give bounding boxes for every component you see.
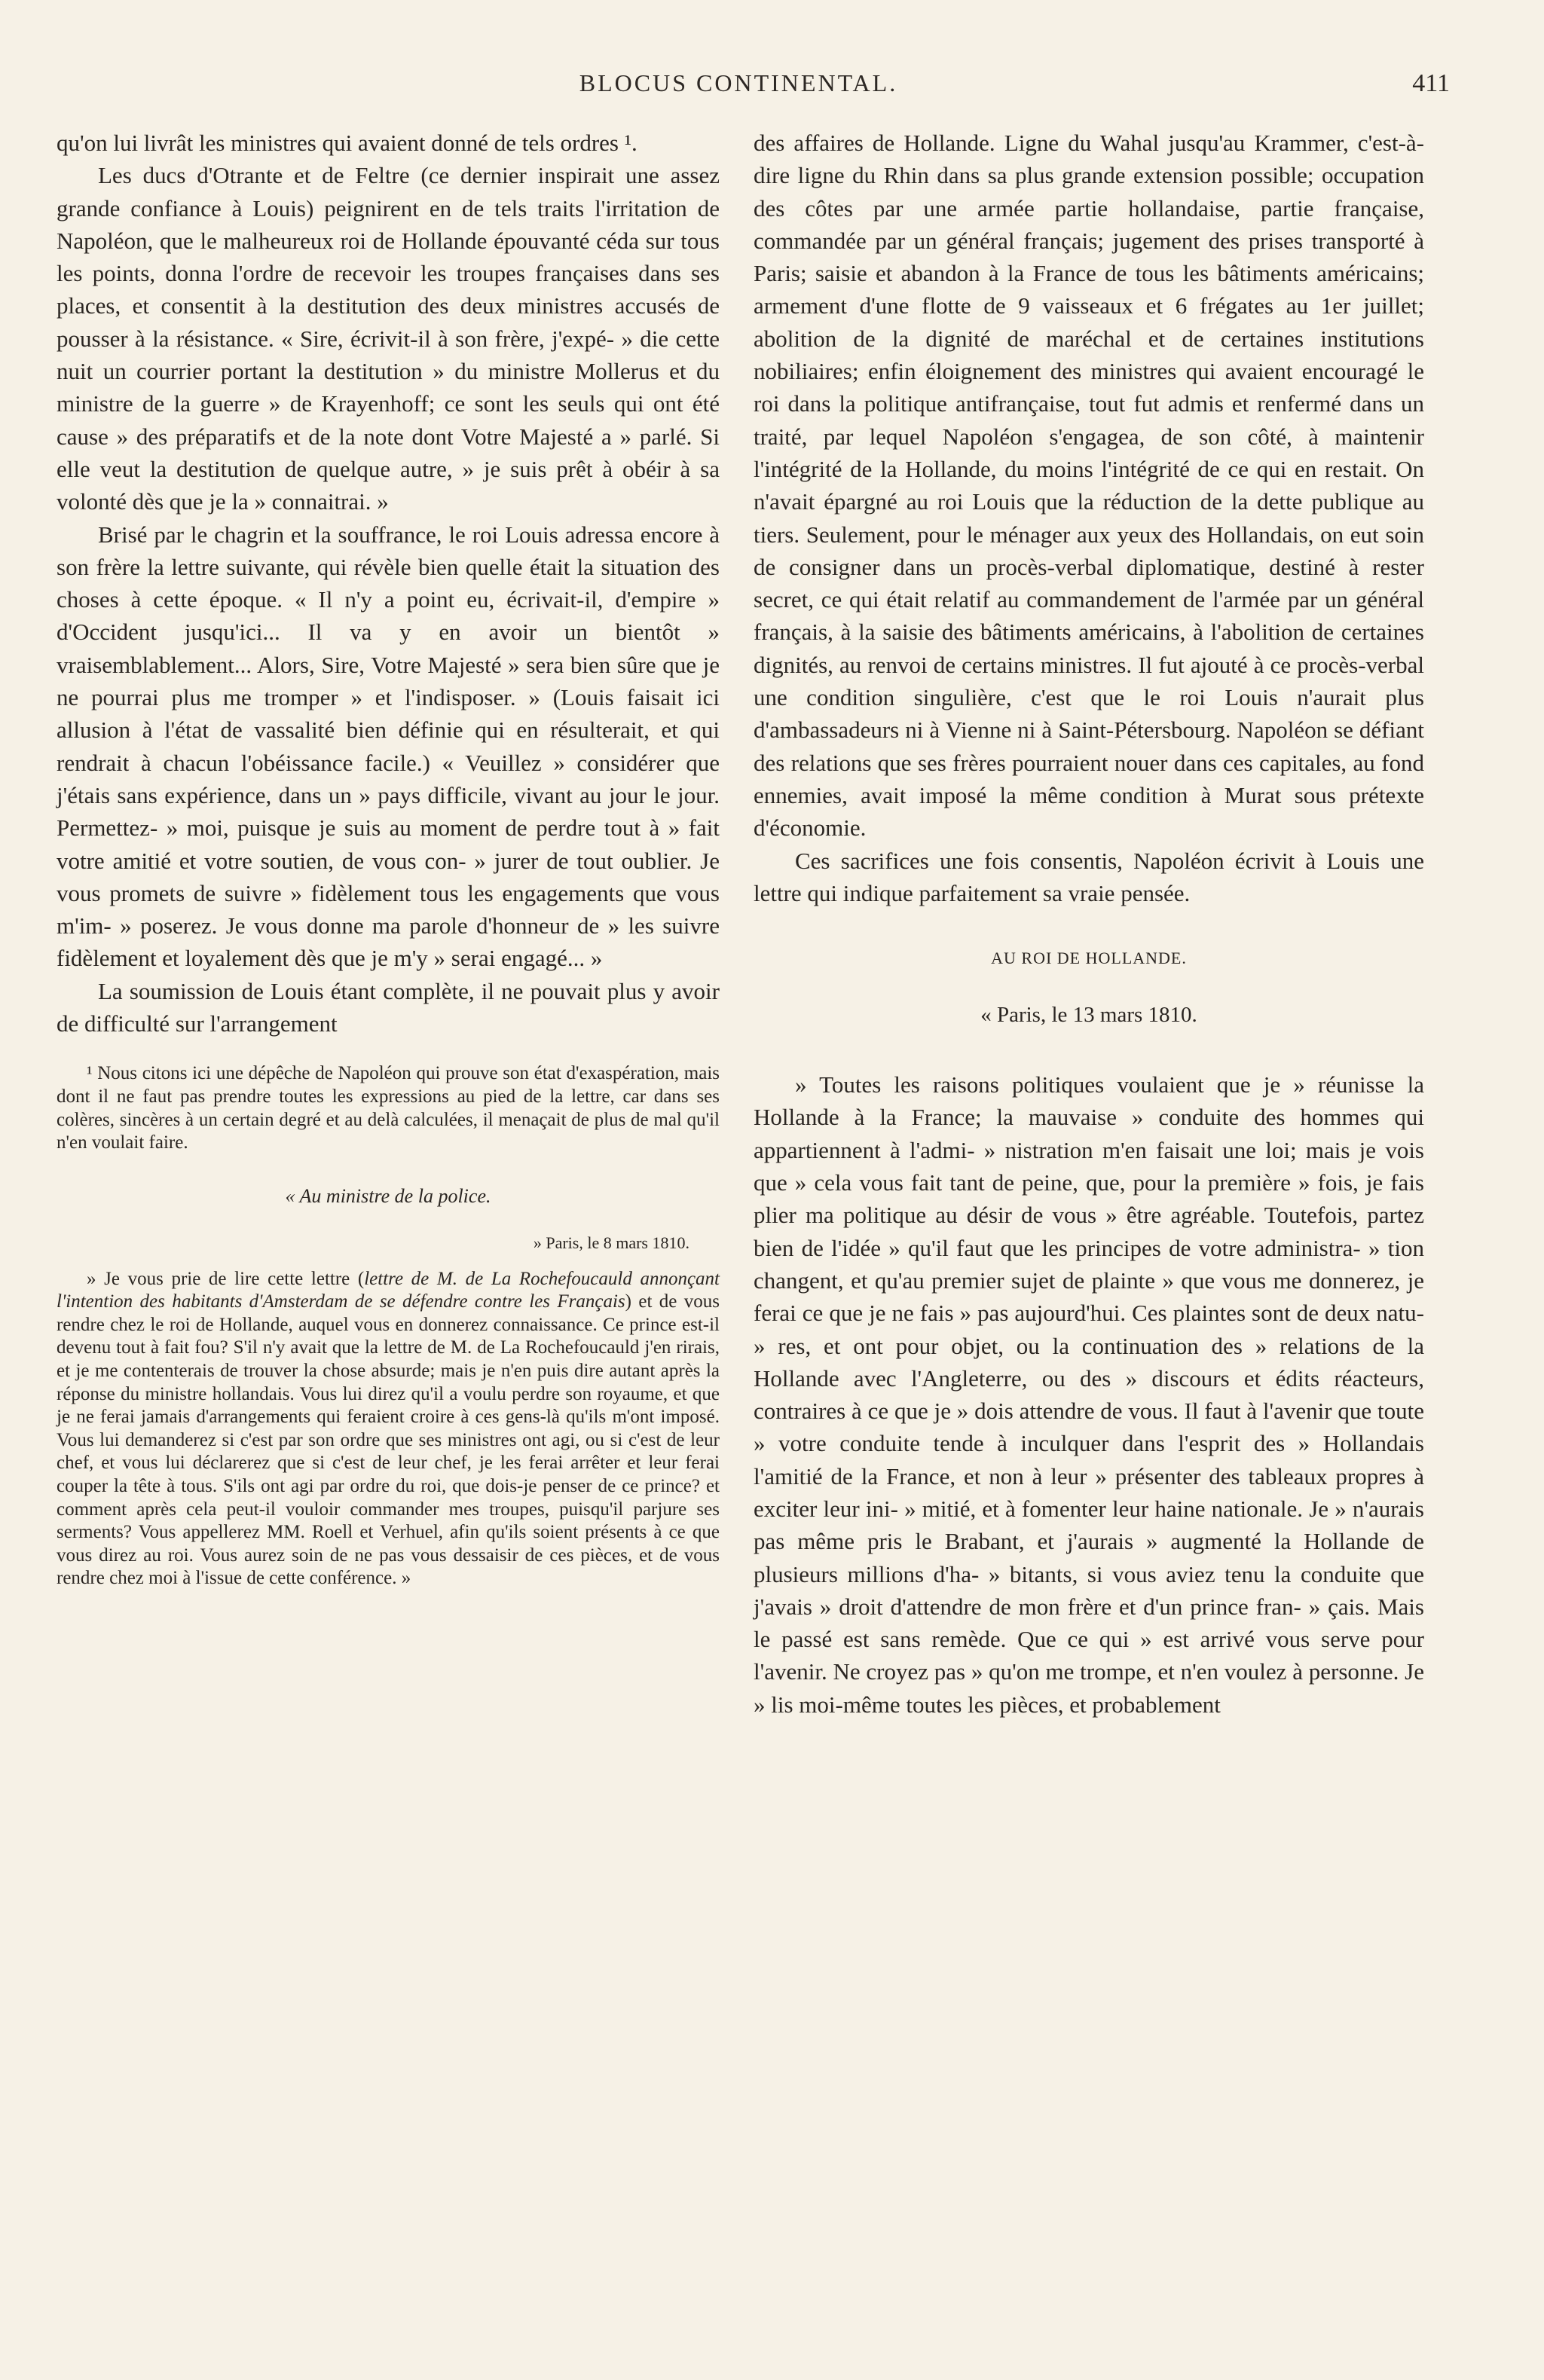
footnote-dateline: » Paris, le 8 mars 1810. (533, 1233, 689, 1252)
footnote-letter-italic: lettre de M. de La Rochefoucauld annonçant l'intention des habitants d'Amsterdam de se défendre contre les Français (57, 1268, 720, 1312)
letter-date: « Paris, le 13 mars 1810. (980, 1003, 1197, 1028)
footnote (57, 1062, 720, 1590)
footnote-letter-part: » Je vous prie de lire cette lettre ( (87, 1268, 365, 1289)
paragraph: La soumission de Louis étant complète, il ne pouvait plus y avoir de difficulté sur l'arrangement (57, 977, 720, 1037)
footnote-intro: ¹ Nous citons ici une dépêche de Napoléon qui prouve son état d'exaspération, mais dont il ne faut pas prendre toutes les expressions au pied de la lettre, car dans ses colères, sincères à un certain degré et au delà calculées, il menaçait de plus de mal qu'il n'en voulait faire. (57, 1063, 720, 1153)
right-column (754, 127, 1424, 1721)
paragraph: Brisé par le chagrin et la souffrance, le roi Louis adressa encore à son frère la lettre suivante, qui révèle bien quelle était la situation des choses à cette époque. « Il n'y a point eu, écrivait-il, d'empire » d'Occident jusqu'ici... Il va y en avoir un bientôt » vraisemblablement... Alors, Sire, Votre Majesté » sera bien sûre que je ne pourrai plus me tromper » et l'indisposer. » (Louis faisait ici allusion à l'état de vassalité bien définie qui en résulterait, et qui rendrait à chacun l'obéissance facile.) « Veuillez » considérer que j'étais sans expérience, dans un » pays difficile, vivant au jour le jour. Permettez- » moi, puisque je suis au moment de perdre tout à » fait votre amitié et votre soutien, de vous con- » jurer de tout oublier. Je vous promets de suivre » fidèlement tous les engagements que vous m'im- » poserez. Je vous donne ma parole d'honneur de » les suivre fidèlement et loyalement dès que je m'y » serai engagé... » (57, 521, 720, 972)
letter-body: » Toutes les raisons politiques voulaient que je » réunisse la Hollande à la France; la mauvaise » conduite des hommes qui appartiennent à l'admi- » nistration m'en faisait une loi; mais je vois que » cela vous fait tant de peine, que, pour la première » fois, je fais plier ma politique au désir de vous » être agréable. Toutefois, partez bien de l'idée » qu'il faut que les principes de votre administra- » tion changent, et qu'au premier sujet de plainte » que vous me donnerez, je ferai ce que je ne fais » pas aujourd'hui. Ces plaintes sont de deux natu- » res, et ont pour objet, ou la continuation des » relations de la Hollande avec l'Angleterre, ou des » discours et édits réacteurs, contraires à ce que je » dois attendre de vous. Il faut à l'avenir que toute » votre conduite tende à inculquer dans l'esprit des » Hollandais l'amitié de la France, et non à leur » présenter des tableaux propres à exciter leur ini- » mitié, et à fomenter leur haine nationale. Je » n'aurais pas même pris le Brabant, et j'aurais » augmenté la Hollande de plusieurs millions d'ha- » bitants, si vous aviez tenu la conduite que j'avais » droit d'attendre de mon frère et d'un prince fran- » çais. Mais le passé est sans remède. Que ce qui » est arrivé vous serve pour l'avenir. Ne croyez pas » qu'on me trompe, et n'en voulez à personne. Je » lis moi-même toutes les pièces, et probablement (754, 1071, 1424, 1718)
paragraph: qu'on lui livrât les ministres qui avaient donné de tels ordres ¹. (57, 130, 637, 156)
footnote-letter (57, 1268, 720, 1590)
footnote-letter-heading: « Au ministre de la police. (285, 1184, 491, 1207)
paragraph: Les ducs d'Otrante et de Feltre (ce dernier inspirait une assez grande confiance à Louis) peignirent en de tels traits l'irritation de Napoléon, que le malheureux roi de Hollande épouvanté céda sur tous les points, donna l'ordre de recevoir les troupes françaises dans ses places, et consentit à la destitution des deux ministres accusés de pousser à la résistance. « Sire, écrivit-il à son frère, j'expé- » die cette nuit un courrier portant la destitution » du ministre Mollerus et du ministre de la guerre » de Krayenhoff; ce sont les seuls qui ont été cause » des préparatifs et de la note dont Votre Majesté a » parlé. Si elle veut la destitution de quelque autre, » je suis prêt à obéir à sa volonté dès que je la » connaitrai. » (57, 162, 720, 515)
left-column (57, 127, 720, 1590)
paragraph: des affaires de Hollande. Ligne du Wahal jusqu'au Krammer, c'est-à-dire ligne du Rhin dans sa plus grande extension possible; occupation des côtes par une armée partie hollandaise, partie française, commandée par un général français; jugement des prises transporté à Paris; saisie et abandon à la France de tous les bâtiments américains; armement d'une flotte de 9 vaisseaux et 6 frégates au 1er juillet; abolition de la dignité de maréchal et de certaines institutions nobiliaires; enfin éloignement des ministres qui avaient encouragé le roi dans la politique antifrançaise, tout fut admis et renfermé dans un traité, par lequel Napoléon s'engagea, de son côté, à maintenir l'intégrité de la Hollande, du moins l'intégrité de ce qui en restait. On n'avait épargné au roi Louis que la réduction de la dette publique au tiers. Seulement, pour le ménager aux yeux des Hollandais, on eut soin de consigner dans un procès-verbal diplomatique, destiné à rester secret, ce qui était relatif au commandement de l'armée par un général français, à la saisie des bâtiments américains, à l'abolition de certaines dignités, au renvoi de certains ministres. Il fut ajouté à ce procès-verbal une condition singulière, c'est que le roi Louis n'aurait plus d'ambassadeurs ni à Vienne ni à Saint-Pétersbourg. Napoléon se défiant des relations que ses frères pourraient nouer dans ces capitales, au fond ennemies, avait imposé la même condition à Murat sous prétexte d'économie. (754, 130, 1424, 842)
page-number: 411 (1412, 69, 1450, 97)
page-header (60, 69, 1450, 105)
footnote-letter-part: ) et de vous rendre chez le roi de Hollande, auquel vous en donnerez connaissance. Ce prince est-il devenu tout à fait fou? S'il n'y avait que la lettre de M. de La Rochefoucauld j'en rirais, et je me contenterais de trouver la chose absurde; mais je n'en puis dire autant après la réponse du ministre hollandais. Vous lui direz qu'il a voulu perdre son royaume, et que je ne ferai jamais d'arrangements qui feraient croire à ces gens-là qu'ils m'ont imposé. Vous lui demanderez si c'est par son ordre que ses ministres ont agi, ou si c'est de leur chef, et vous lui déclarerez que si c'est de leur chef, je les ferai arrêter et leur ferai couper la tête à tous. S'ils ont agi par ordre du roi, que dois-je penser de ce prince? et comment après cela peut-il vouloir commander mes troupes, puisqu'il parjure ses serments? Vous appellerez MM. Roell et Verhuel, afin qu'ils soient présents à ce que vous direz au roi. Vous aurez soin de ne pas vous dessaisir de ces pièces, et de vous rendre chez moi à l'issue de cette conférence. » (57, 1291, 720, 1589)
paragraph: Ces sacrifices une fois consentis, Napoléon écrivit à Louis une lettre qui indique parfaitement sa vraie pensée. (754, 847, 1424, 906)
running-title: BLOCUS CONTINENTAL. (579, 69, 898, 96)
letter-heading: AU ROI DE HOLLANDE. (991, 949, 1187, 968)
